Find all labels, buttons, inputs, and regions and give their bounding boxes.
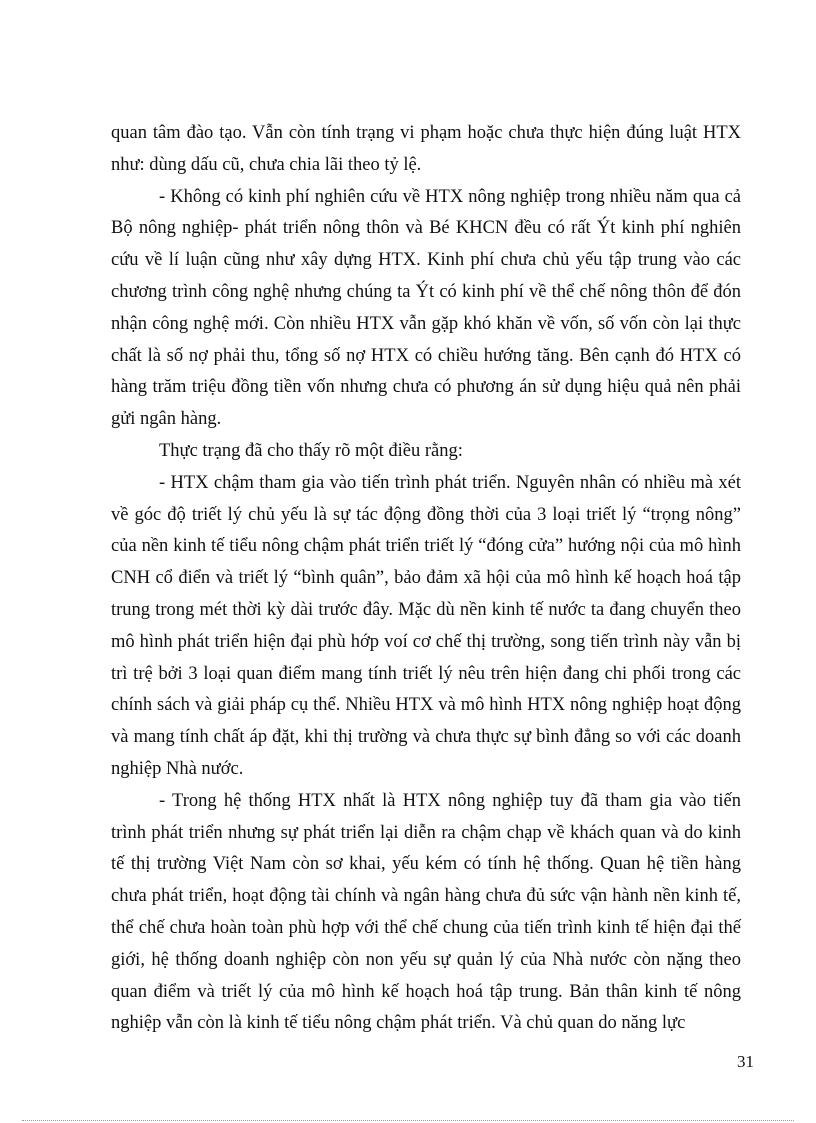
paragraph-5: - Trong hệ thống HTX nhất là HTX nông nghiệp tuy đã tham gia vào tiến trình phát triển nhưng sự phát triển lại diễn ra chậm chạp về khách quan và do kinh tế thị trường Việt Nam còn sơ khai, yếu kém có tính hệ thống. Quan hệ tiền hàng chưa phát triển, hoạt động tài chính và ngân hàng chưa đủ sức vận hành nền kinh tế, thể chế chưa hoàn toàn phù hợp với thể chế chung của tiến trình kinh tế hiện đại thế giới, hệ thống doanh nghiệp còn non yếu sự quản lý của Nhà nước còn nặng theo quan điểm và triết lý của mô hình kế hoạch hoá tập trung. Bản thân kinh tế nông nghiệp vẫn còn là kinh tế tiểu nông chậm phát triển. Và chủ quan do năng lực bbox=[111, 790, 741, 1034]
paragraph-1: quan tâm đào tạo. Vẫn còn tính trạng vi phạm hoặc chưa thực hiện đúng luật HTX như: dùng dấu cũ, chưa chia lãi theo tỷ lệ. bbox=[111, 123, 741, 175]
paragraph-3: Thực trạng đã cho thấy rõ một điều rằng: bbox=[159, 440, 463, 461]
page-number: 31 bbox=[737, 1052, 754, 1071]
body-text bbox=[111, 118, 741, 1040]
footer-dotted-rule bbox=[22, 1120, 794, 1121]
paragraph-2: - Không có kinh phí nghiên cứu về HTX nông nghiệp trong nhiều năm qua cả Bộ nông nghiệp- phát triển nông thôn và Bé KHCN đều có rất Ýt kinh phí nghiên cứu về lí luận cũng như xây dựng HTX. Kinh phí chưa chủ yếu tập trung vào các chương trình công nghệ nhưng chúng ta Ýt có kinh phí về thể chế nông thôn để đón nhận công nghệ mới. Còn nhiều HTX vẫn gặp khó khăn về vốn, số vốn còn lại thực chất là số nợ phải thu, tổng số nợ HTX có chiều hướng tăng. Bên cạnh đó HTX có hàng trăm triệu đồng tiền vốn nhưng chưa có phương án sử dụng hiệu quả nên phải gửi ngân hàng. bbox=[111, 186, 741, 430]
paragraph-4: - HTX chậm tham gia vào tiến trình phát triển. Nguyên nhân có nhiều mà xét về góc độ triết lý chủ yếu là sự tác động đồng thời của 3 loại triết lý “trọng nông” của nền kinh tế tiểu nông chậm phát triển triết lý “đóng cửa” hướng nội của mô hình CNH cổ điển và triết lý “bình quân”, bảo đảm xã hội của mô hình kế hoạch hoá tập trung trong mét thời kỳ dài trước đây. Mặc dù nền kinh tế nước ta đang chuyển theo mô hình phát triển hiện đại phù hớp voí cơ chế thị trường, song tiến trình này vẫn bị trì trệ bởi 3 loại quan điểm mang tính triết lý nêu trên hiện đang chi phối trong các chính sách và giải pháp cụ thể. Nhiều HTX và mô hình HTX nông nghiệp hoạt động và mang tính chất áp đặt, khi thị trường và chưa thực sự bình đẳng so với các doanh nghiệp Nhà nước. bbox=[111, 472, 741, 779]
